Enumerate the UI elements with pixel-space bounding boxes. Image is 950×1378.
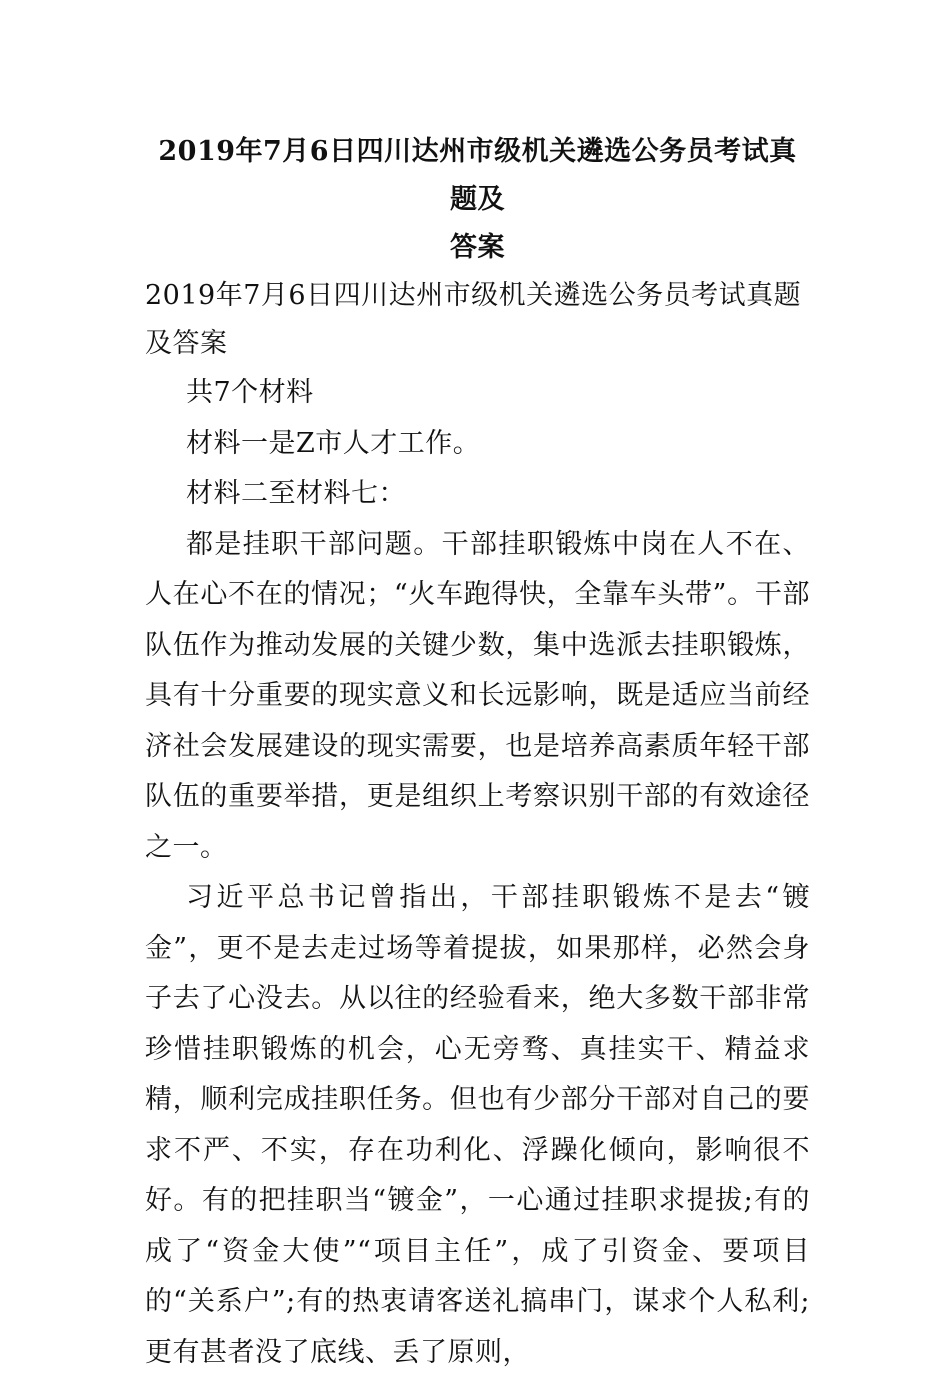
- document-title: [145, 128, 810, 272]
- document-body: [145, 128, 810, 1378]
- paragraph-material-one: 材料一是Z市人才工作。: [186, 427, 481, 459]
- paragraph-material-count: 共7个材料: [186, 377, 314, 408]
- paragraph-cadre-issues: 都是挂职干部问题。干部挂职锻炼中岗在人不在、人在心不在的情况；“火车跑得快，全靠车头带”。干部队伍作为推动发展的关键少数，集中选派去挂职锻炼，具有十分重要的现实意义和长远影响，既是适应当前经济社会发展建设的现实需要，也是培养高素质年轻干部队伍的重要举措，更是组织上考察识别干部的有效途径之一。: [145, 528, 810, 863]
- document-subtitle: 2019年7月6日四川达州市级机关遴选公务员考试真题及答案: [145, 280, 802, 359]
- paragraph-xi-remarks: 习近平总书记曾指出，干部挂职锻炼不是去“镀金”，更不是去走过场等着提拔，如果那样，必然会身子去了心没去。从以往的经验看来，绝大多数干部非常珍惜挂职锻炼的机会，心无旁骛、真挂实干、精益求精，顺利完成挂职任务。但也有少部分干部对自己的要求不严、不实，存在功利化、浮躁化倾向，影响很不好。有的把挂职当“镀金”，一心通过挂职求提拔;有的成了“资金大使”“项目主任”，成了引资金、要项目的“关系户”;有的热衷请客送礼搞串门，谋求个人私利;更有甚者没了底线、丢了原则，: [145, 882, 810, 1368]
- document-title-line-2: 答案: [450, 232, 505, 263]
- paragraph-material-two-to-seven: 材料二至材料七：: [186, 478, 406, 509]
- document-title-line-1: 2019年7月6日四川达州市级机关遴选公务员考试真题及: [158, 136, 797, 215]
